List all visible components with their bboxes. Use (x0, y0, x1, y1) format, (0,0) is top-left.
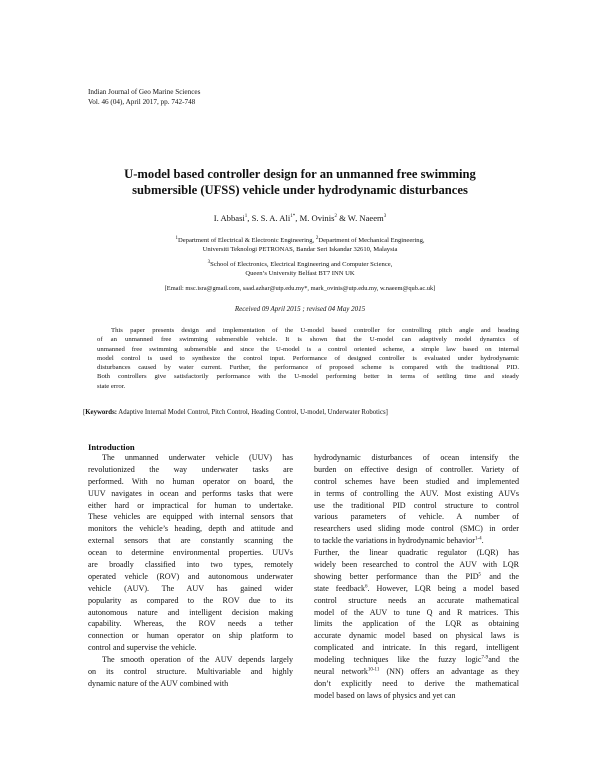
body-text-line: operated vehicle (ROV) and autonomous underwater (88, 571, 293, 581)
body-text-line: ocean to determine environmental properties. UUVs (88, 548, 293, 558)
body-text-line: UUV navigates in ocean and performs tasks that were (88, 488, 293, 498)
body-text-line: limits the application of the LQR as obtaining (314, 619, 519, 629)
body-text-line: control and supervise the vehicle. (88, 643, 197, 653)
affiliation-1-2: $^1$Department of Electrical & Electronic Engineering, $^2$Department of Mechanical Engineering, Universiti Teknologi PETRONAS, Bandar Seri Iskandar 32610, Malaysia (175, 235, 425, 254)
body-text-line: various parameters of vehicle. A number of (314, 512, 519, 522)
abstract-line: model control is used to synthesize the control input. Performance of designed controller is evaluated under hydrodynamic (97, 354, 519, 362)
keywords-text: Adaptive Internal Model Control, Pitch Control, Heading Control, U-model, Underwater Robotics] (116, 409, 388, 416)
body-text-line: showing better performance than the PID$^5$ and the (314, 571, 519, 581)
journal-volume: Vol. 46 (04), April 2017, pp. 742-748 (88, 98, 196, 106)
paper-title (60, 166, 540, 198)
body-text-line: don’t explicitly need to derive the mathematical (314, 678, 519, 688)
body-text-line: model based on laws of physics and yet can (314, 690, 456, 700)
body-text-line: complicated and intricate. In this regard, intelligent (314, 643, 519, 653)
author-4: & W. Naeem (336, 213, 384, 223)
body-text-line: These vehicles are equipped with internal sensors that (88, 512, 293, 522)
right-text-column (314, 452, 519, 702)
body-text-line: accurate dynamic model based on physical laws is (314, 631, 519, 641)
body-text-line: external sensors that are constantly scanning the (88, 536, 293, 546)
body-text-line: vehicle (AUV). The AUV has gained wider (88, 583, 293, 593)
body-text-line: researchers used sliding mode control (SMC) in order (314, 524, 519, 534)
author-3: , M. Ovinis (295, 213, 335, 223)
citation-ref: 1-4 (474, 536, 482, 542)
body-text-line: widely been researched to control the AUV with LQR (314, 560, 519, 570)
body-text-line: are broadly classified into two types, remotely (88, 560, 293, 570)
body-text-line: model of the AUV to tune Q and R matrices. This (314, 607, 519, 617)
section-heading-introduction: Introduction (88, 442, 135, 452)
abstract-text (83, 326, 519, 391)
body-text-line: Further, the linear quadratic regulator (LQR) has (314, 548, 519, 558)
body-text-line: state feedback$^6$. However, LQR being a model based (314, 583, 520, 593)
journal-name: Indian Journal of Geo Marine Sciences (88, 88, 201, 96)
author-emails: [Email: msc.isra@gmail.com, saad.azhar@utp.edu.my*, mark_ovinis@utp.edu.my, w.naeem@qub.ac.uk] (164, 285, 436, 292)
body-text-line: connection or human operator on ship platform to (88, 631, 293, 641)
body-text-line: to tackle the variations in hydrodynamic behavior$^{1-4}$. (314, 536, 484, 546)
affiliation-3: $^3$School of Electronics, Electrical Engineering and Computer Science, Queen’s University Belfast BT7 INN UK (207, 259, 393, 278)
body-text-line: in terms of controlling the AUV. Most existing AUVs (314, 488, 519, 498)
body-text-line: The unmanned underwater vehicle (UUV) has (102, 453, 293, 462)
citation-ref: 10-11 (367, 667, 380, 673)
body-text-line: The smooth operation of the AUV depends largely (102, 655, 293, 665)
author-1: I. Abbasi (213, 213, 245, 223)
body-text-line: burden on effective design of controller. Variety of (314, 464, 519, 474)
title-line-2: submersible (UFSS) vehicle under hydrodynamic disturbances (132, 183, 468, 197)
left-text-column (88, 452, 293, 690)
body-text-line: control structure needs an accurate mathematical (314, 595, 519, 605)
author-list: I. Abbasi$^1$, S. S. A. Ali$^{1*}$, M. Ovinis$^2$ & W. Naeem$^3$ (213, 213, 387, 223)
body-text-line: monitors the vehicle’s heading, depth and attitude and (88, 524, 293, 534)
citation-ref: 7-9 (481, 655, 489, 661)
body-text-line: popularity as compared to the ROV due to its (88, 595, 293, 605)
body-text-line: revolutionized the way underwater tasks are (88, 464, 293, 474)
abstract-line: This paper presents design and implementation of the U-model based controller for controlling pitch angle and heading (111, 327, 519, 334)
abstract-line: Both controllers give satisfactorily performance with the U-model performing better in terms of settling time and steady (97, 373, 519, 381)
body-text-line: hydrodynamic disturbances of ocean intensify the (314, 453, 519, 462)
body-text-line: performed. With no human operator on board, the (88, 476, 293, 486)
body-text-line: dynamic nature of the AUV combined with (88, 678, 229, 688)
keywords-label: Keywords: (85, 409, 117, 416)
body-text-line: use the traditional PID control structure to control (314, 500, 519, 510)
body-text-line: on its control structure. Multivariable and highly (88, 667, 293, 677)
title-line-1: U-model based controller design for an unmanned free swimming (124, 167, 476, 181)
body-text-line: neural network$^{10-11}$ (NN) offers an advantage as they (314, 667, 519, 677)
abstract-line: unmanned free swimming submersible and since the U-model is a control oriented scheme, a simple law based on internal (97, 345, 519, 353)
keywords: [Keywords: Adaptive Internal Model Control, Pitch Control, Heading Control, U-model, Underwater Robotics] (83, 409, 388, 416)
abstract-line: disturbances caused by water current. Further, the performance of proposed scheme is compared with the traditional PID. (97, 364, 519, 372)
author-2: , S. S. A. Ali (247, 213, 291, 223)
body-text-line: autonomous nature and intelligent decision making (88, 607, 293, 617)
abstract-line: state error. (97, 382, 126, 390)
body-text-line: capability. Whereas, the ROV needs a tether (88, 619, 293, 629)
body-text-line: modeling techniques like the fuzzy logic$^{7-9}$and the (314, 655, 519, 665)
body-text-line: control schemes have been studied and implemented (314, 476, 519, 486)
body-text-line: either hard or impractical for human to undertake. (88, 500, 293, 510)
abstract (83, 326, 519, 391)
citation-ref: 6 (365, 584, 368, 590)
received-dates: Received 09 April 2015 ; revised 04 May 2015 (234, 305, 366, 313)
journal-header (88, 87, 200, 107)
citation-ref: 5 (478, 572, 482, 578)
abstract-line: of an unmanned free swimming submersible vehicle. It is shown that the U-model can adaptively model dynamics of (97, 336, 519, 344)
